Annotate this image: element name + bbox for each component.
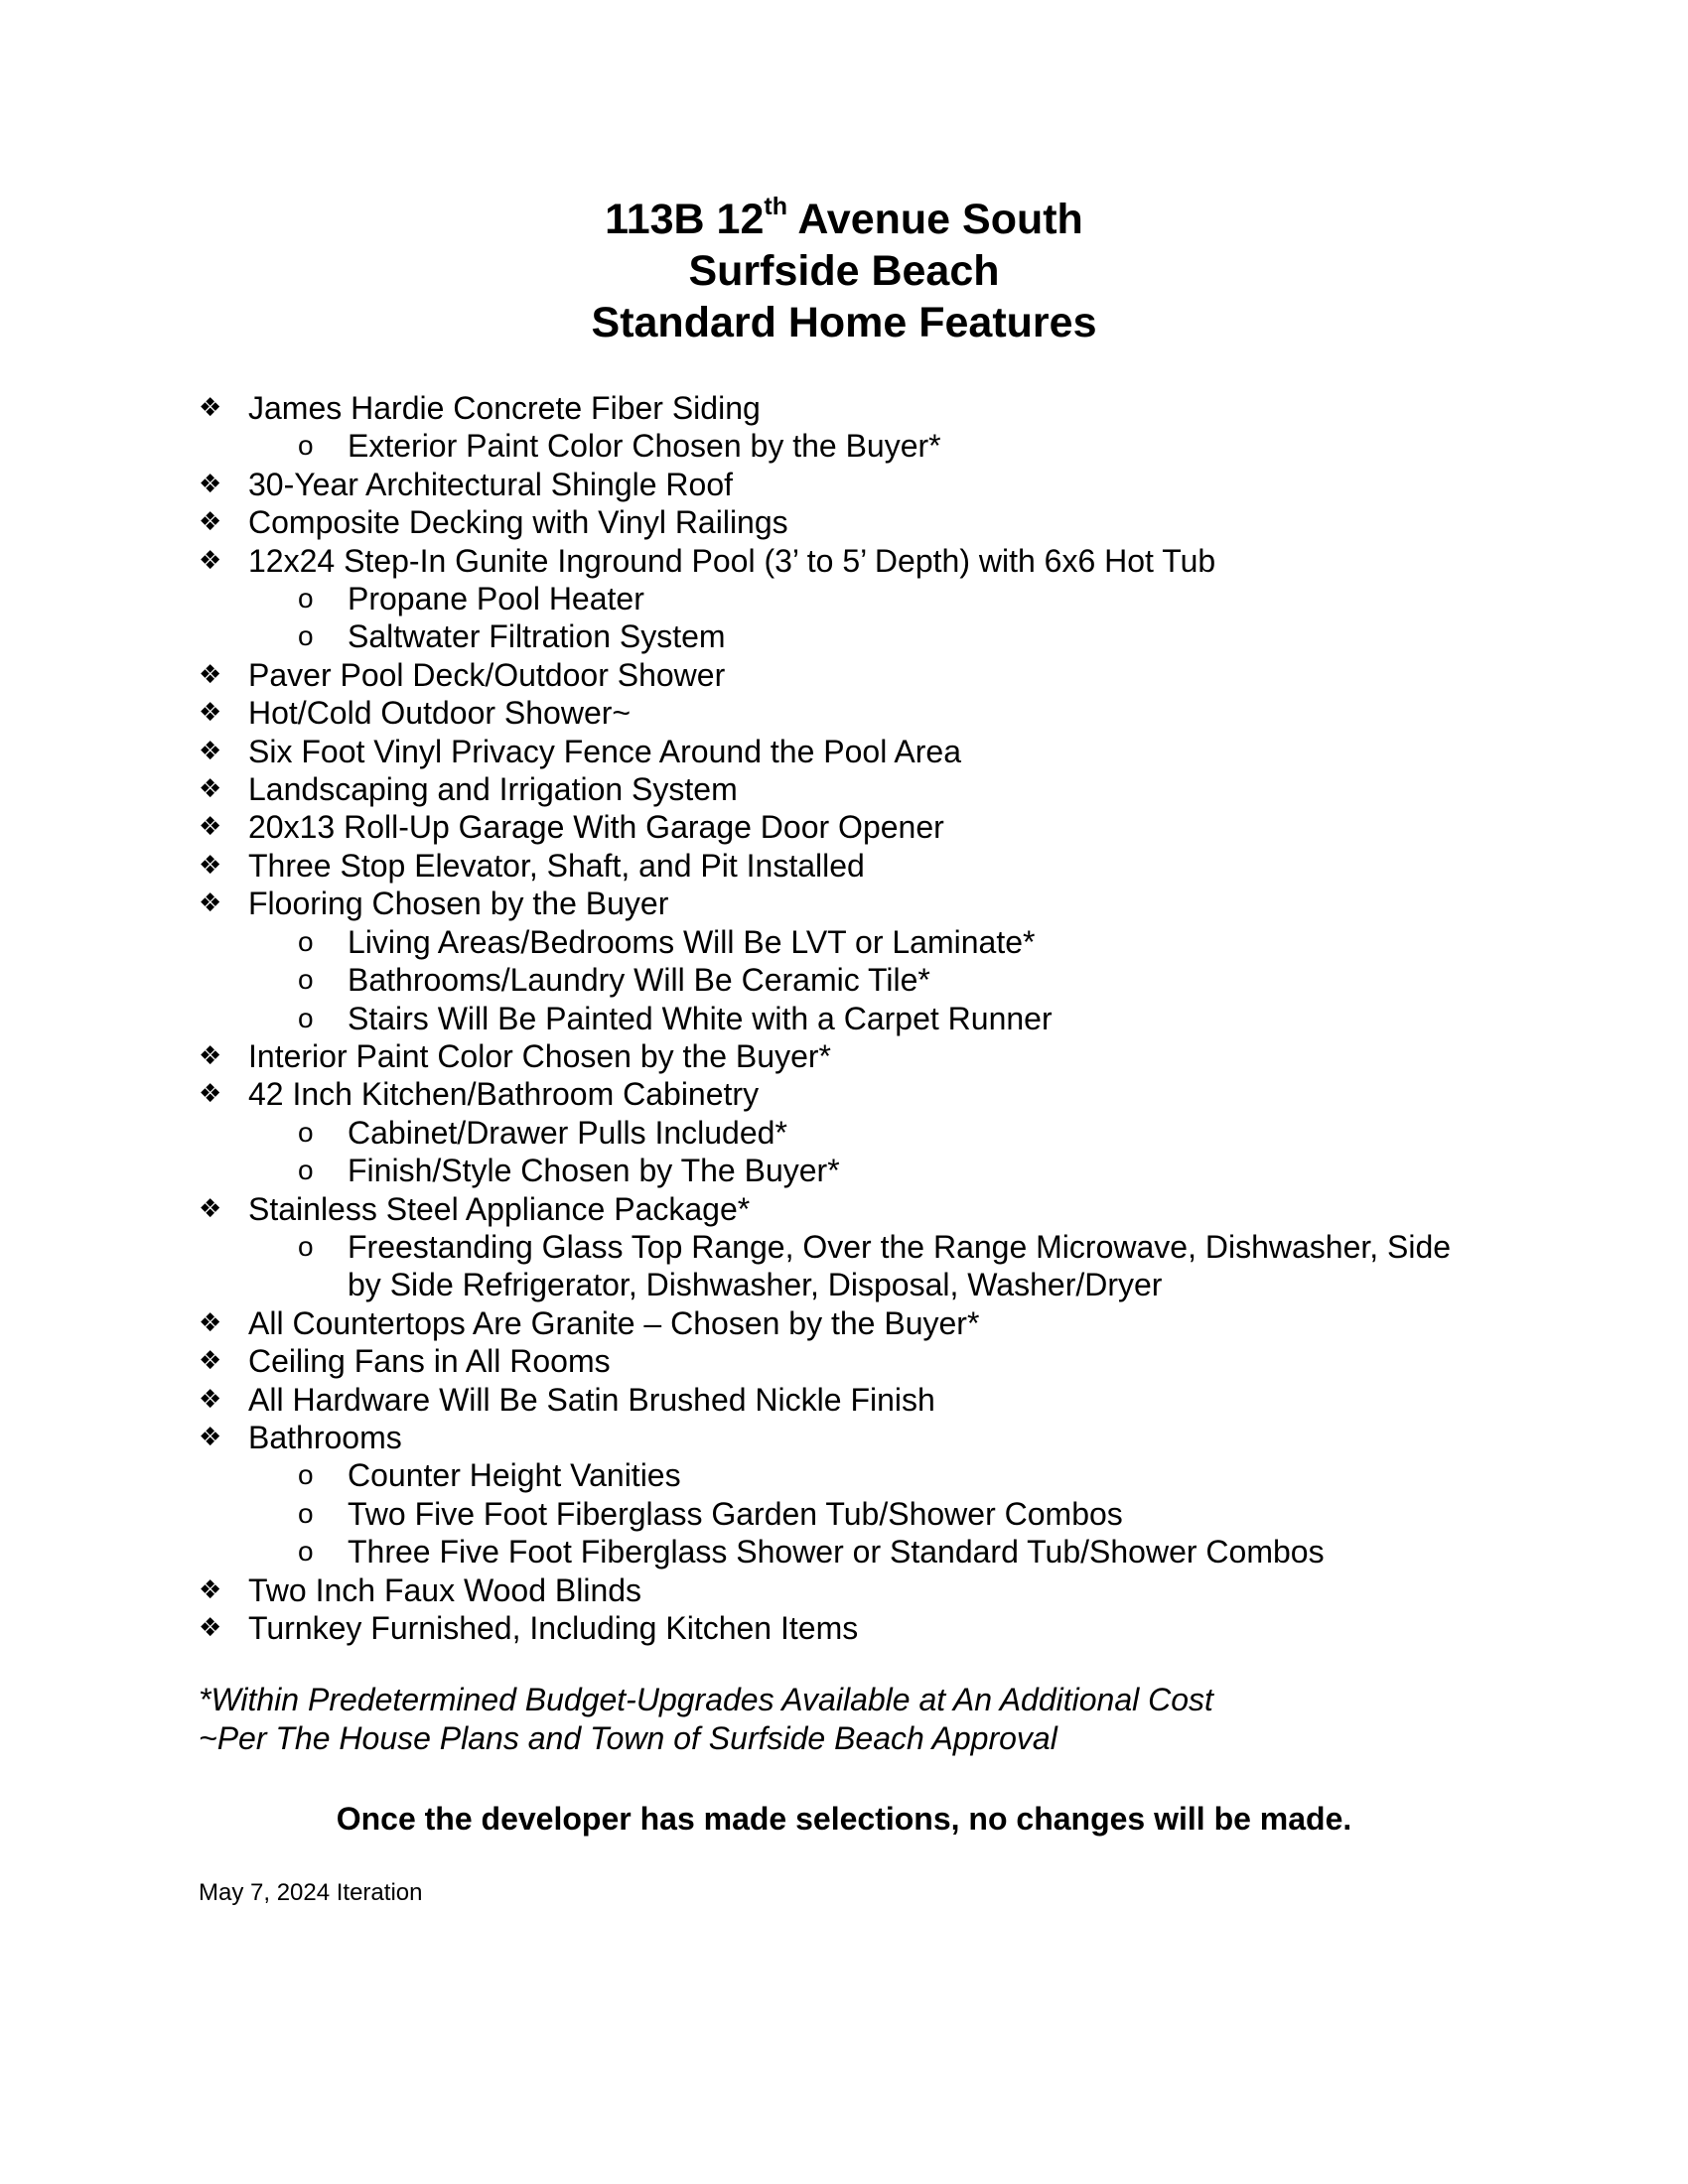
feature-item	[0, 542, 1688, 656]
circle-bullet-icon: o	[298, 1155, 314, 1186]
sub-feature-item	[298, 617, 1489, 655]
circle-bullet-icon: o	[298, 1459, 314, 1491]
feature-item	[0, 656, 1688, 694]
sub-feature-text: Three Five Foot Fiberglass Shower or Standard Tub/Shower Combos	[348, 1534, 1325, 1570]
diamond-bullet-icon: ❖	[199, 1613, 222, 1643]
sub-feature-text: Bathrooms/Laundry Will Be Ceramic Tile*	[348, 962, 930, 999]
sub-feature-item	[298, 1456, 1489, 1494]
sub-feature-list	[248, 1456, 1688, 1570]
diamond-bullet-icon: ❖	[199, 1307, 222, 1338]
sub-feature-item	[298, 1228, 1489, 1304]
feature-text: Flooring Chosen by the Buyer	[248, 886, 669, 922]
circle-bullet-icon: o	[298, 1497, 314, 1529]
title-address-street: Avenue South	[786, 196, 1083, 243]
sub-feature-item	[298, 1533, 1489, 1570]
circle-bullet-icon: o	[298, 964, 314, 996]
sub-feature-item	[298, 961, 1489, 999]
diamond-bullet-icon: ❖	[199, 774, 222, 805]
diamond-bullet-icon: ❖	[199, 393, 222, 423]
feature-text: Ceiling Fans in All Rooms	[248, 1343, 611, 1380]
feature-item	[0, 466, 1688, 503]
feature-item	[0, 694, 1688, 732]
sub-feature-item	[298, 580, 1489, 617]
feature-text: 42 Inch Kitchen/Bathroom Cabinetry	[248, 1076, 760, 1113]
diamond-bullet-icon: ❖	[199, 812, 222, 843]
circle-bullet-icon: o	[298, 1116, 314, 1148]
feature-text: Composite Decking with Vinyl Railings	[248, 504, 788, 541]
feature-item	[0, 885, 1688, 1037]
circle-bullet-icon: o	[298, 925, 314, 957]
feature-text: Bathrooms	[248, 1419, 402, 1455]
features-list	[0, 389, 1688, 1647]
diamond-bullet-icon: ❖	[199, 888, 222, 919]
sub-feature-text: Counter Height Vanities	[348, 1457, 681, 1494]
feature-item	[0, 1075, 1688, 1189]
sub-feature-item	[298, 923, 1489, 961]
sub-feature-text: Finish/Style Chosen by The Buyer*	[348, 1153, 840, 1189]
title-address	[0, 194, 1688, 245]
diamond-bullet-icon: ❖	[199, 736, 222, 766]
feature-text: Landscaping and Irrigation System	[248, 771, 738, 808]
feature-item	[0, 503, 1688, 541]
sub-feature-text: Living Areas/Bedrooms Will Be LVT or Laminate*	[348, 923, 1036, 960]
feature-text: Two Inch Faux Wood Blinds	[248, 1571, 642, 1608]
footnotes	[199, 1681, 1213, 1758]
diamond-bullet-icon: ❖	[199, 1346, 222, 1377]
feature-item	[0, 1571, 1688, 1609]
feature-item	[0, 1304, 1688, 1342]
feature-text: Turnkey Furnished, Including Kitchen Items	[248, 1610, 859, 1646]
feature-item	[0, 389, 1688, 466]
feature-item	[0, 1381, 1688, 1419]
feature-text: All Hardware Will Be Satin Brushed Nickle Finish	[248, 1381, 935, 1418]
sub-feature-text: Saltwater Filtration System	[348, 618, 726, 655]
sub-feature-text: Two Five Foot Fiberglass Garden Tub/Shower Combos	[348, 1495, 1123, 1532]
sub-feature-text: Freestanding Glass Top Range, Over the Range Microwave, Dishwasher, Side by Side Refrigerator, Dishwasher, Disposal, Washer/Dryer	[348, 1228, 1452, 1303]
sub-feature-item	[298, 427, 1489, 465]
feature-item	[0, 847, 1688, 885]
feature-text: 12x24 Step-In Gunite Inground Pool (3’ to 5’ Depth) with 6x6 Hot Tub	[248, 542, 1216, 579]
sub-feature-list	[248, 1114, 1688, 1190]
feature-text: Stainless Steel Appliance Package*	[248, 1190, 751, 1227]
feature-item	[0, 1190, 1688, 1304]
feature-text: 30-Year Architectural Shingle Roof	[248, 466, 733, 502]
diamond-bullet-icon: ❖	[199, 1040, 222, 1071]
diamond-bullet-icon: ❖	[199, 850, 222, 881]
diamond-bullet-icon: ❖	[199, 1079, 222, 1110]
circle-bullet-icon: o	[298, 430, 314, 462]
feature-text: James Hardie Concrete Fiber Siding	[248, 390, 761, 426]
title-ordinal-suffix: th	[764, 192, 787, 220]
sub-feature-list	[248, 580, 1688, 656]
feature-text: Paver Pool Deck/Outdoor Shower	[248, 656, 726, 693]
title-address-number: 113B 12	[605, 196, 765, 243]
diamond-bullet-icon: ❖	[199, 1193, 222, 1224]
feature-text: Hot/Cold Outdoor Shower~	[248, 695, 632, 732]
sub-feature-item	[298, 1000, 1489, 1037]
diamond-bullet-icon: ❖	[199, 1384, 222, 1415]
sub-feature-text: Exterior Paint Color Chosen by the Buyer*	[348, 428, 941, 465]
feature-text: Six Foot Vinyl Privacy Fence Around the Pool Area	[248, 733, 962, 769]
feature-text: Interior Paint Color Chosen by the Buyer*	[248, 1037, 831, 1074]
diamond-bullet-icon: ❖	[199, 469, 222, 499]
sub-feature-list	[248, 923, 1688, 1037]
feature-item	[0, 808, 1688, 846]
feature-text: All Countertops Are Granite – Chosen by the Buyer*	[248, 1304, 980, 1341]
sub-feature-text: Cabinet/Drawer Pulls Included*	[348, 1114, 787, 1151]
diamond-bullet-icon: ❖	[199, 1422, 222, 1452]
feature-text: 20x13 Roll-Up Garage With Garage Door Opener	[248, 809, 944, 846]
document-title	[0, 194, 1688, 348]
sub-feature-list	[248, 427, 1688, 465]
budget-note: *Within Predetermined Budget-Upgrades Available at An Additional Cost	[199, 1682, 1213, 1717]
feature-item	[0, 1342, 1688, 1380]
circle-bullet-icon: o	[298, 1230, 314, 1262]
circle-bullet-icon: o	[298, 583, 314, 614]
feature-item	[0, 1419, 1688, 1571]
title-heading: Standard Home Features	[591, 299, 1097, 346]
feature-text: Three Stop Elevator, Shaft, and Pit Installed	[248, 847, 865, 884]
circle-bullet-icon: o	[298, 620, 314, 652]
iteration-date: May 7, 2024 Iteration	[199, 1879, 423, 1906]
diamond-bullet-icon: ❖	[199, 1574, 222, 1605]
approval-note: ~Per The House Plans and Town of Surfside Beach Approval	[199, 1720, 1057, 1756]
diamond-bullet-icon: ❖	[199, 698, 222, 729]
diamond-bullet-icon: ❖	[199, 545, 222, 576]
sub-feature-list	[248, 1228, 1688, 1304]
sub-feature-text: Stairs Will Be Painted White with a Carpet Runner	[348, 1000, 1053, 1036]
sub-feature-item	[298, 1495, 1489, 1533]
selection-warning: Once the developer has made selections, no changes will be made.	[336, 1801, 1352, 1837]
diamond-bullet-icon: ❖	[199, 507, 222, 538]
sub-feature-item	[298, 1152, 1489, 1189]
sub-feature-item	[298, 1114, 1489, 1152]
title-location: Surfside Beach	[688, 247, 1000, 295]
feature-item	[0, 1609, 1688, 1647]
circle-bullet-icon: o	[298, 1536, 314, 1568]
sub-feature-text: Propane Pool Heater	[348, 581, 644, 617]
feature-item	[0, 1037, 1688, 1075]
feature-item	[0, 733, 1688, 770]
diamond-bullet-icon: ❖	[199, 659, 222, 690]
feature-item	[0, 770, 1688, 808]
circle-bullet-icon: o	[298, 1002, 314, 1033]
